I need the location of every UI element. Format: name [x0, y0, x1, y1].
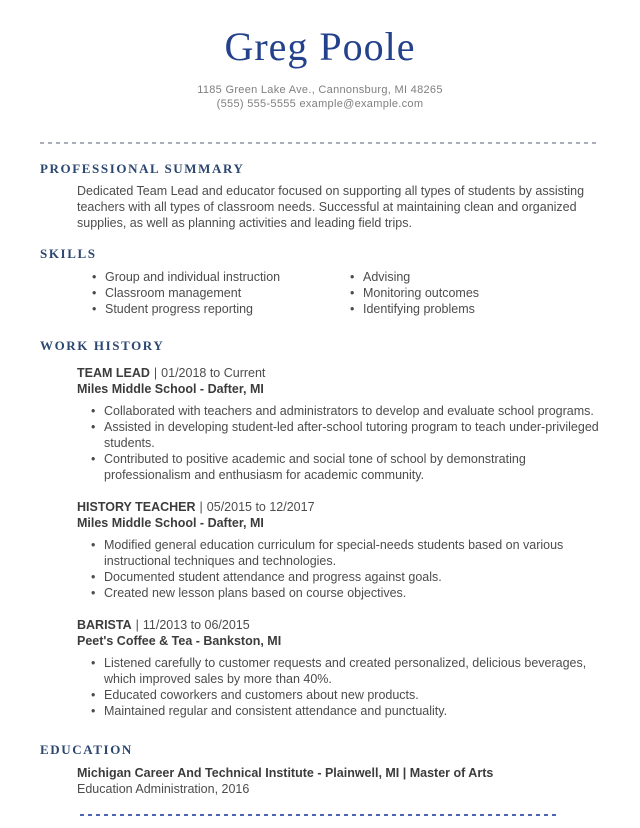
- job-dates: 01/2018 to Current: [161, 366, 266, 380]
- job-bullet: • Documented student attendance and progress against goals.: [77, 569, 600, 585]
- job-entry-history-teacher: [77, 499, 600, 601]
- skill-item: • Classroom management: [77, 285, 335, 301]
- job-bullet: • Contributed to positive academic and social tone of school by demonstrating professionalism and enthusiasm for academic community.: [77, 451, 600, 483]
- job-bullet: • Assisted in developing student-led after-school tutoring program to teach under-privileged students.: [77, 419, 600, 451]
- summary-heading: PROFESSIONAL SUMMARY: [40, 161, 245, 176]
- top-dashed-divider: [40, 142, 600, 144]
- contact-block: [0, 83, 640, 111]
- summary-paragraph: Dedicated Team Lead and educator focused on supporting all types of students by assisting teachers with all types of classroom needs. Successful at maintaining clean and organized supplies, as well as planning activities and leading field trips.: [77, 184, 585, 230]
- skill-item: • Monitoring outcomes: [335, 285, 479, 301]
- education-heading: EDUCATION: [40, 742, 133, 757]
- skills-column-left: [77, 269, 335, 317]
- education-degree-line: Michigan Career And Technical Institute - Plainwell, MI | Master of Arts: [77, 766, 494, 780]
- person-name: Greg Poole: [224, 24, 416, 69]
- section-education: [40, 742, 600, 797]
- job-role: HISTORY TEACHER: [77, 500, 196, 514]
- skill-item: • Group and individual instruction: [77, 269, 335, 285]
- job-company: Peet's Coffee & Tea - Bankston, MI: [77, 634, 282, 648]
- section-professional-summary: [40, 161, 600, 231]
- address-line: 1185 Green Lake Ave., Cannonsburg, MI 48265: [197, 84, 443, 96]
- resume-body: [0, 161, 640, 797]
- resume-header: [0, 0, 640, 111]
- work-history-heading: WORK HISTORY: [40, 338, 165, 353]
- job-bullet-list: [77, 655, 600, 719]
- job-role: TEAM LEAD: [77, 366, 150, 380]
- section-skills: [40, 246, 600, 317]
- skill-item: • Identifying problems: [335, 301, 479, 317]
- job-company: Miles Middle School - Dafter, MI: [77, 516, 264, 530]
- job-title-line: [77, 617, 600, 633]
- job-entry-team-lead: [77, 365, 600, 483]
- skills-heading: SKILLS: [40, 246, 97, 261]
- phone-email-line: (555) 555-5555 example@example.com: [216, 98, 424, 110]
- job-bullet: • Maintained regular and consistent attendance and punctuality.: [77, 703, 600, 719]
- section-work-history: [40, 338, 600, 719]
- education-detail-line: Education Administration, 2016: [77, 782, 250, 796]
- job-bullet: • Modified general education curriculum for special-needs students based on various instructional techniques and technologies.: [77, 537, 600, 569]
- job-title-line: [77, 499, 600, 515]
- skills-columns: [77, 269, 600, 317]
- job-entry-barista: [77, 617, 600, 719]
- job-separator: |: [153, 366, 158, 380]
- job-bullet-list: [77, 537, 600, 601]
- job-dates: 05/2015 to 12/2017: [206, 500, 315, 514]
- job-bullet: • Collaborated with teachers and administrators to develop and evaluate school programs.: [77, 403, 600, 419]
- job-bullet-list: [77, 403, 600, 483]
- job-separator: |: [199, 500, 203, 514]
- job-separator: |: [135, 618, 139, 632]
- skill-item: • Advising: [335, 269, 479, 285]
- job-bullet: • Created new lesson plans based on course objectives.: [77, 585, 600, 601]
- job-dates: 11/2013 to 06/2015: [142, 618, 250, 632]
- job-bullet: • Educated coworkers and customers about new products.: [77, 687, 600, 703]
- bottom-dashed-divider: [80, 814, 560, 816]
- job-role: BARISTA: [77, 618, 132, 632]
- skills-column-right: [335, 269, 479, 317]
- skill-item: • Student progress reporting: [77, 301, 335, 317]
- job-title-line: [77, 365, 600, 381]
- job-company: Miles Middle School - Dafter, MI: [77, 382, 264, 396]
- job-bullet: • Listened carefully to customer requests and created personalized, delicious beverages, which improved sales by more than 40%.: [77, 655, 600, 687]
